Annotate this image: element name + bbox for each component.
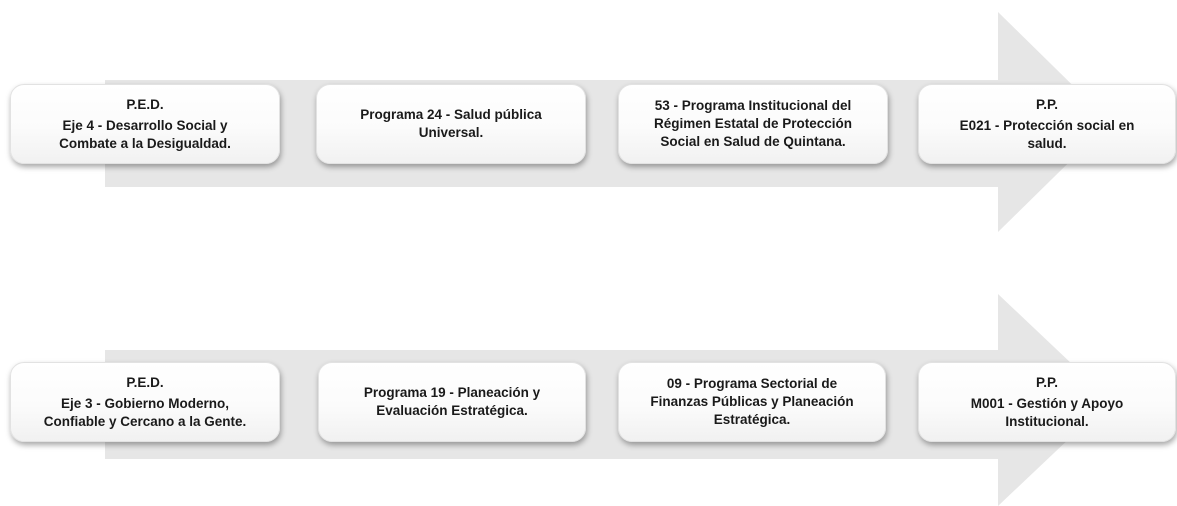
box-title: P.E.D. [126,96,164,112]
pp-box-row-2 [918,362,1176,442]
ped-box-row-2 [10,362,280,442]
box-title: P.P. [1035,96,1059,112]
box-text: 09 - Programa Sectorial de Finanzas Públicas y Planeación Estratégica. [650,376,854,427]
box-text: 53 - Programa Institucional del Régimen Estatal de Protección Social en Salud de Quintana. [653,98,853,149]
box-text: Programa 19 - Planeación y Evaluación Estratégica. [363,385,541,418]
programa-sectorial-box-row-2 [618,362,886,442]
ped-box-row-1 [10,84,280,164]
box-text: E021 - Protección social en salud. [959,117,1135,151]
box-title: P.E.D. [126,374,164,390]
box-title: P.P. [1035,374,1059,390]
programa-box-row-2 [318,362,586,442]
box-text: Eje 4 - Desarrollo Social y Combate a la Desigualdad. [59,117,231,151]
programa-institucional-box-row-1 [618,84,888,164]
box-text: M001 - Gestión y Apoyo Institucional. [970,395,1124,429]
pp-box-row-1 [918,84,1176,164]
box-text: Eje 3 - Gobierno Moderno, Confiable y Cercano a la Gente. [43,395,247,429]
box-text: Programa 24 - Salud pública Universal. [360,107,542,140]
programa-box-row-1 [316,84,586,164]
